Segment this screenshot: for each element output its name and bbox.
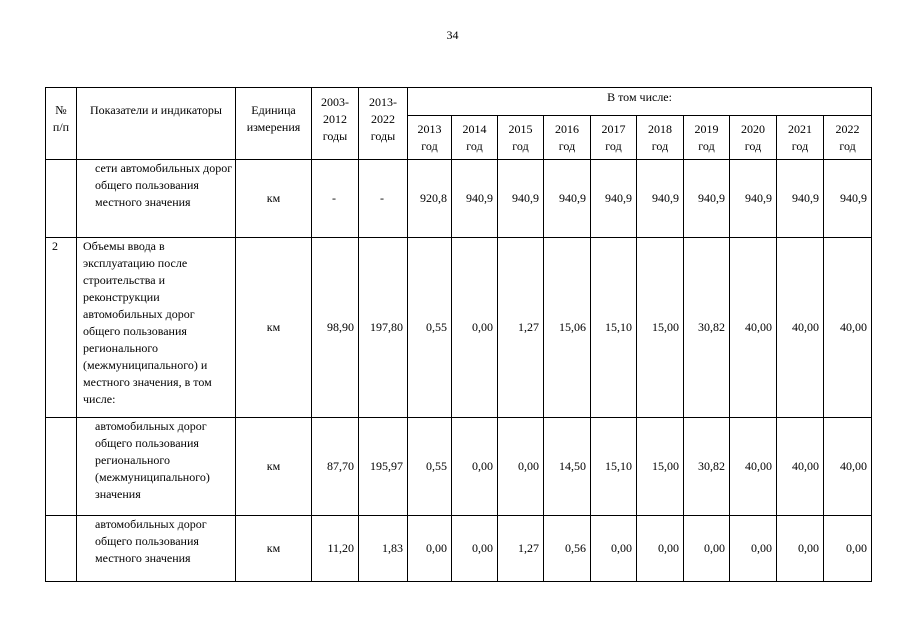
row-year-value: 940,9 xyxy=(452,160,498,238)
header-period-2003-2012: 2003- 2012 годы xyxy=(312,88,359,160)
row-year-value: 14,50 xyxy=(544,418,591,516)
row-year-value: 0,00 xyxy=(452,238,498,418)
row-year-value: 0,00 xyxy=(452,516,498,582)
table-row xyxy=(46,160,872,238)
row-year-value: 30,82 xyxy=(684,418,730,516)
row-period-2003-2012: - xyxy=(312,160,359,238)
row-year-value: 0,00 xyxy=(498,418,544,516)
row-period-2013-2022: 197,80 xyxy=(359,238,408,418)
row-year-value: 40,00 xyxy=(730,238,777,418)
indicators-table xyxy=(45,87,872,582)
row-year-value: 40,00 xyxy=(824,238,872,418)
row-year-value: 0,00 xyxy=(591,516,637,582)
row-year-value: 15,10 xyxy=(591,238,637,418)
row-year-value: 40,00 xyxy=(824,418,872,516)
header-year: 2018 год xyxy=(637,116,684,160)
table-row xyxy=(46,516,872,582)
row-year-value: 40,00 xyxy=(777,238,824,418)
row-unit: км xyxy=(236,238,312,418)
row-year-value: 0,56 xyxy=(544,516,591,582)
header-year: 2021 год xyxy=(777,116,824,160)
row-number xyxy=(46,160,77,238)
row-indicator: автомобильных дорог общего пользования местного значения xyxy=(77,516,236,582)
row-year-value: 940,9 xyxy=(498,160,544,238)
row-year-value: 0,00 xyxy=(637,516,684,582)
table-row xyxy=(46,238,872,418)
page-number: 34 xyxy=(446,28,459,42)
header-period-2013-2022: 2013- 2022 годы xyxy=(359,88,408,160)
row-unit: км xyxy=(236,418,312,516)
row-year-value: 0,00 xyxy=(777,516,824,582)
row-indicator: сети автомобильных дорог общего пользования местного значения xyxy=(77,160,236,238)
header-unit: Единица измерения xyxy=(236,88,312,160)
row-period-2013-2022: 1,83 xyxy=(359,516,408,582)
row-year-value: 0,00 xyxy=(684,516,730,582)
table-body xyxy=(46,160,872,582)
row-unit: км xyxy=(236,516,312,582)
header-year: 2013 год xyxy=(408,116,452,160)
row-unit: км xyxy=(236,160,312,238)
row-number xyxy=(46,516,77,582)
row-year-value: 1,27 xyxy=(498,238,544,418)
row-period-2003-2012: 98,90 xyxy=(312,238,359,418)
row-year-value: 0,00 xyxy=(824,516,872,582)
header-year: 2019 год xyxy=(684,116,730,160)
header-row-1 xyxy=(46,88,872,116)
row-year-value: 940,9 xyxy=(824,160,872,238)
row-year-value: 0,00 xyxy=(452,418,498,516)
row-year-value: 40,00 xyxy=(777,418,824,516)
row-year-value: 940,9 xyxy=(544,160,591,238)
row-year-value: 0,55 xyxy=(408,418,452,516)
row-year-value: 0,00 xyxy=(408,516,452,582)
header-year: 2014 год xyxy=(452,116,498,160)
row-year-value: 15,00 xyxy=(637,238,684,418)
table-row xyxy=(46,418,872,516)
row-period-2003-2012: 87,70 xyxy=(312,418,359,516)
header-year: 2015 год xyxy=(498,116,544,160)
header-including: В том числе: xyxy=(408,88,872,116)
header-num: № п/п xyxy=(46,88,77,160)
row-year-value: 940,9 xyxy=(591,160,637,238)
row-year-value: 940,9 xyxy=(777,160,824,238)
row-indicator: автомобильных дорог общего пользования регионального (межмуниципального) значения xyxy=(77,418,236,516)
row-period-2013-2022: - xyxy=(359,160,408,238)
row-year-value: 15,06 xyxy=(544,238,591,418)
header-year: 2022 год xyxy=(824,116,872,160)
row-year-value: 30,82 xyxy=(684,238,730,418)
row-year-value: 940,9 xyxy=(730,160,777,238)
row-number: 2 xyxy=(46,238,77,418)
row-year-value: 15,10 xyxy=(591,418,637,516)
row-year-value: 0,00 xyxy=(730,516,777,582)
header-year: 2017 год xyxy=(591,116,637,160)
row-indicator: Объемы ввода в эксплуатацию после строительства и реконструкции автомобильных дорог общего пользования регионального (межмуниципального) и местного значения, в том числе: xyxy=(77,238,236,418)
row-period-2013-2022: 195,97 xyxy=(359,418,408,516)
row-year-value: 0,55 xyxy=(408,238,452,418)
row-number xyxy=(46,418,77,516)
header-indicator: Показатели и индикаторы xyxy=(77,88,236,160)
row-year-value: 940,9 xyxy=(684,160,730,238)
row-year-value: 40,00 xyxy=(730,418,777,516)
table-header xyxy=(46,88,872,160)
row-year-value: 15,00 xyxy=(637,418,684,516)
row-period-2003-2012: 11,20 xyxy=(312,516,359,582)
row-year-value: 940,9 xyxy=(637,160,684,238)
header-year: 2020 год xyxy=(730,116,777,160)
header-year: 2016 год xyxy=(544,116,591,160)
row-year-value: 920,8 xyxy=(408,160,452,238)
row-year-value: 1,27 xyxy=(498,516,544,582)
